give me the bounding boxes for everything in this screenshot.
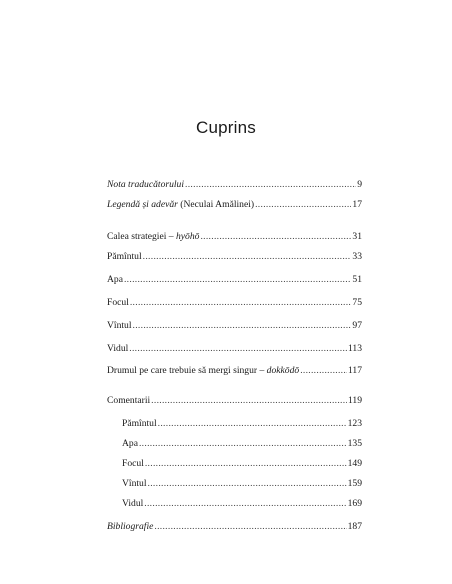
dot-leader [144, 497, 346, 511]
toc-page-number: 75 [352, 297, 362, 308]
toc-page-number: 169 [347, 498, 362, 509]
toc-entry [107, 520, 362, 534]
toc-entry [107, 198, 362, 212]
toc-entry-title-part: Bibliografie [107, 521, 154, 532]
toc-entry-title [107, 364, 299, 378]
dot-leader [151, 394, 347, 408]
toc-entry-title-part: Vidul [107, 343, 129, 354]
toc-page-number: 9 [357, 179, 362, 190]
dot-leader [300, 364, 347, 378]
toc-subentry [122, 437, 362, 451]
toc-entry-title [107, 178, 184, 192]
toc-entry-title [122, 457, 144, 471]
toc-entry [107, 342, 362, 356]
toc-page-number: 135 [347, 438, 362, 449]
dot-leader [148, 477, 347, 491]
toc-entry [107, 230, 362, 244]
dot-leader [200, 230, 351, 244]
toc-entry-title [107, 273, 123, 287]
toc-entry-title [122, 437, 138, 451]
toc-subentry [122, 457, 362, 471]
toc-page-number: 97 [352, 320, 362, 331]
dot-leader [133, 319, 352, 333]
dot-leader [124, 273, 351, 287]
toc-page-number: 159 [347, 478, 362, 489]
toc-entry-title-part: Pămîntul [122, 418, 157, 429]
toc-entry-title-part: hyōhō [176, 231, 200, 242]
toc-entry-title [107, 250, 142, 264]
dot-leader [154, 520, 346, 534]
toc-entry-title [122, 497, 143, 511]
toc-entry-title [107, 296, 129, 310]
toc-entry-title-part: Comentarii [107, 395, 151, 406]
toc-entry-title-part: Drumul pe care trebuie să mergi singur – [107, 365, 267, 376]
toc-entry-title-part: Nota traducătorului [107, 179, 185, 190]
toc-entry-title [107, 520, 153, 534]
toc-page-number: 51 [352, 274, 362, 285]
toc-entry [107, 178, 362, 192]
page-title: Cuprins [196, 118, 256, 137]
toc-entry [107, 273, 362, 287]
toc-entry [107, 364, 362, 378]
toc-page-number: 33 [352, 251, 362, 262]
toc-entry-title [122, 417, 157, 431]
toc-subentry [122, 417, 362, 431]
dot-leader [158, 417, 347, 431]
toc-page-number: 113 [347, 343, 362, 354]
toc-entry-title-part: Vidul [122, 498, 144, 509]
toc-entry-title [107, 342, 128, 356]
toc-entry-title [107, 198, 254, 212]
toc-entry [107, 296, 362, 310]
toc-entry-title-part: Apa [122, 438, 138, 449]
toc-entry [107, 394, 362, 408]
toc-entry-title-part: Pămîntul [107, 251, 142, 262]
dot-leader [139, 437, 347, 451]
toc-entry-title [122, 477, 147, 491]
toc-page-number: 149 [347, 458, 362, 469]
toc-entry-title-part: Vîntul [107, 320, 132, 331]
toc-entry-title [107, 394, 150, 408]
dot-leader [129, 342, 347, 356]
dot-leader [130, 296, 352, 310]
toc-entry-title-part: Legendă și adevăr [107, 199, 178, 210]
dot-leader [255, 198, 351, 212]
toc-page-number: 117 [347, 365, 362, 376]
toc-entry-title [107, 319, 132, 333]
toc-entry [107, 319, 362, 333]
toc-page-number: 187 [347, 521, 362, 532]
dot-leader [143, 250, 352, 264]
toc-entry-title-part: Focul [107, 297, 129, 308]
toc-entry-title-part: (Neculai Amălinei) [177, 199, 255, 210]
toc-entry-title [107, 230, 199, 244]
toc-page-number: 119 [347, 395, 362, 406]
toc-subentry [122, 477, 362, 491]
toc-entry [107, 250, 362, 264]
toc-page-number: 123 [347, 418, 362, 429]
dot-leader [185, 178, 356, 192]
toc-subentry [122, 497, 362, 511]
toc-page-number: 17 [352, 199, 362, 210]
toc-entry-title-part: Calea strategiei – [107, 231, 176, 242]
dot-leader [145, 457, 347, 471]
toc-entry-title-part: Vîntul [122, 478, 147, 489]
toc-entry-title-part: Apa [107, 274, 123, 285]
toc-entry-title-part: dokkōdō [266, 365, 300, 376]
toc-page-number: 31 [352, 231, 362, 242]
toc-entry-title-part: Focul [122, 458, 144, 469]
